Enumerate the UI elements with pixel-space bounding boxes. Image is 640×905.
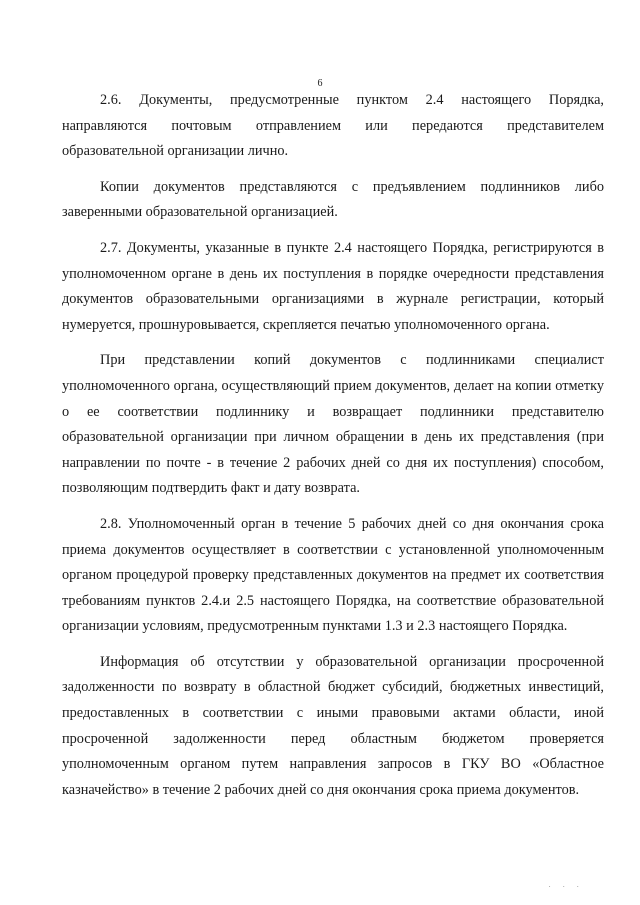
scan-corner-marks: · · · — [548, 883, 584, 891]
page-number: 6 — [317, 78, 323, 89]
paragraph-originals-return: При представлении копий документов с подлинниками специалист уполномоченного органа, осуществляющий прием документов, делает на копии отметку о ее соответствии подлиннику и возвращает подлинники представителю образовательной организации при личном обращении в день их представления (при направлении по почте - в течение 2 рабочих дней со дня их поступления) способом, позволяющим подтвердить факт и дату возврата. — [62, 352, 604, 497]
paragraph-2-7: 2.7. Документы, указанные в пункте 2.4 настоящего Порядка, регистрируются в уполномоченном органе в день их поступления в порядке очередности представления документов образовательными организациями в журнале регистрации, который нумеруется, прошнуровывается, скрепляется печатью уполномоченного органа. — [62, 239, 604, 333]
paragraph-2-6: 2.6. Документы, предусмотренные пунктом 2.4 настоящего Порядка, направляются почтовым отправлением или передаются представителем образовательной организации лично. — [62, 92, 604, 160]
document-body — [62, 88, 604, 813]
paragraph-copies: Копии документов представляются с предъявлением подлинников либо заверенными образовательной организацией. — [62, 178, 604, 221]
paragraph-2-8: 2.8. Уполномоченный орган в течение 5 рабочих дней со дня окончания срока приема документов осуществляет в соответствии с установленной уполномоченным органом процедурой проверку представленных документов на предмет их соответствия требованиям пунктов 2.4.и 2.5 настоящего Порядка, на соответствие образовательной организации условиям, предусмотренным пунктами 1.3 и 2.3 настоящего Порядка. — [62, 515, 604, 635]
paragraph-debt-info: Информация об отсутствии у образовательной организации просроченной задолженности по возврату в областной бюджет субсидий, бюджетных инвестиций, предоставленных в соответствии с иными правовыми актами области, иной просроченной задолженности перед областным бюджетом проверяется уполномоченным органом путем направления запросов в ГКУ ВО «Областное казначейство» в течение 2 рабочих дней со дня окончания срока приема документов. — [62, 653, 604, 798]
